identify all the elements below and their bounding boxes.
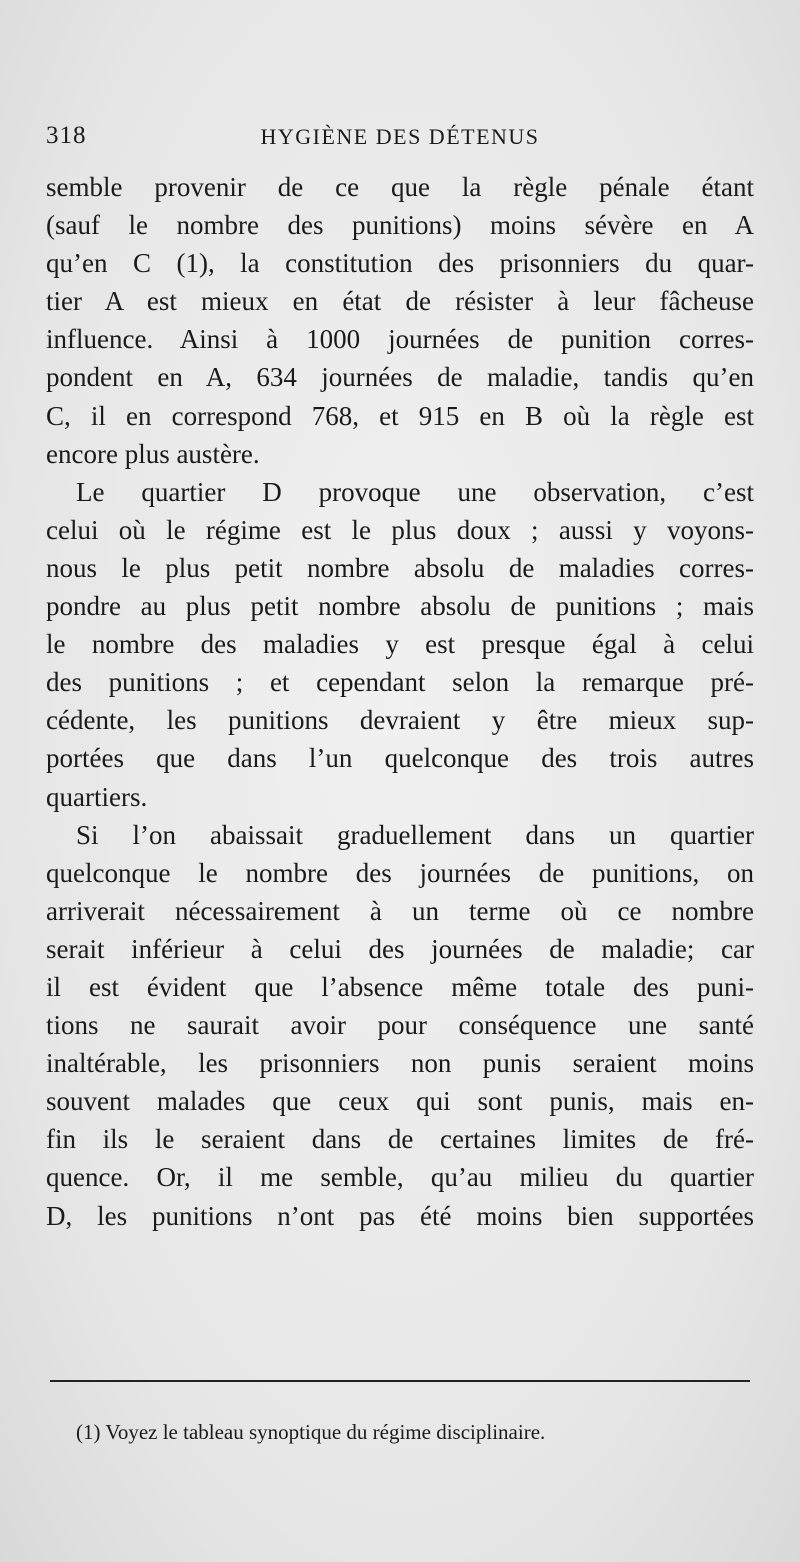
text-line: arriverait nécessairement à un terme où ce nombre [46, 895, 754, 926]
text-line: cédente, les punitions devraient y être mieux sup- [46, 705, 754, 736]
text-line: Si l’on abaissait graduellement dans un quartier [76, 819, 754, 850]
paragraph [46, 168, 754, 473]
paragraph [46, 473, 754, 816]
text-line: portées que dans l’un quelconque des trois autres [46, 743, 754, 774]
text-line: il est évident que l’absence même totale des puni- [46, 971, 754, 1002]
text-line: quartiers. [46, 781, 148, 812]
text-line: pondre au plus petit nombre absolu de punitions ; mais [46, 591, 754, 622]
page-number: 318 [46, 122, 87, 149]
text-line: celui où le régime est le plus doux ; aussi y voyons- [46, 514, 754, 545]
text-line: nous le plus petit nombre absolu de maladies corres- [46, 552, 754, 583]
text-line: influence. Ainsi à 1000 journées de punition corres- [46, 324, 754, 355]
text-line: des punitions ; et cependant selon la remarque pré- [46, 667, 754, 698]
page-header [46, 118, 754, 154]
text-line: inaltérable, les prisonniers non punis seraient moins [46, 1048, 754, 1079]
text-line: C, il en correspond 768, et 915 en B où la règle est [46, 400, 754, 431]
text-line: semble provenir de ce que la règle pénale étant [46, 172, 754, 202]
text-line: (sauf le nombre des punitions) moins sévère en A [46, 210, 754, 241]
text-line: D, les punitions n’ont pas été moins bien supportées [46, 1200, 754, 1231]
text-line: qu’en C (1), la constitution des prisonniers du quar- [46, 248, 754, 279]
text-line: le nombre des maladies y est presque égal à celui [46, 629, 754, 660]
text-line: quence. Or, il me semble, qu’au milieu du quartier [46, 1162, 754, 1193]
paragraph [46, 816, 754, 1235]
text-line: tions ne saurait avoir pour conséquence une santé [46, 1010, 754, 1041]
text-line: quelconque le nombre des journées de punitions, on [46, 857, 754, 888]
text-line: tier A est mieux en état de résister à leur fâcheuse [46, 286, 754, 317]
text-line: serait inférieur à celui des journées de maladie; car [46, 933, 754, 964]
body-text [46, 168, 754, 1235]
footnote: (1) Voyez le tableau synoptique du régime disciplinaire. [76, 1420, 546, 1444]
footnote-rule [50, 1380, 750, 1382]
text-line: encore plus austère. [46, 438, 260, 469]
text-line: pondent en A, 634 journées de maladie, tandis qu’en [46, 362, 754, 393]
text-line: Le quartier D provoque une observation, c’est [76, 476, 754, 507]
running-head: HYGIÈNE DES DÉTENUS [260, 124, 540, 149]
text-line: fin ils le seraient dans de certaines limites de fré- [46, 1124, 754, 1155]
text-line: souvent malades que ceux qui sont punis, mais en- [46, 1086, 754, 1117]
